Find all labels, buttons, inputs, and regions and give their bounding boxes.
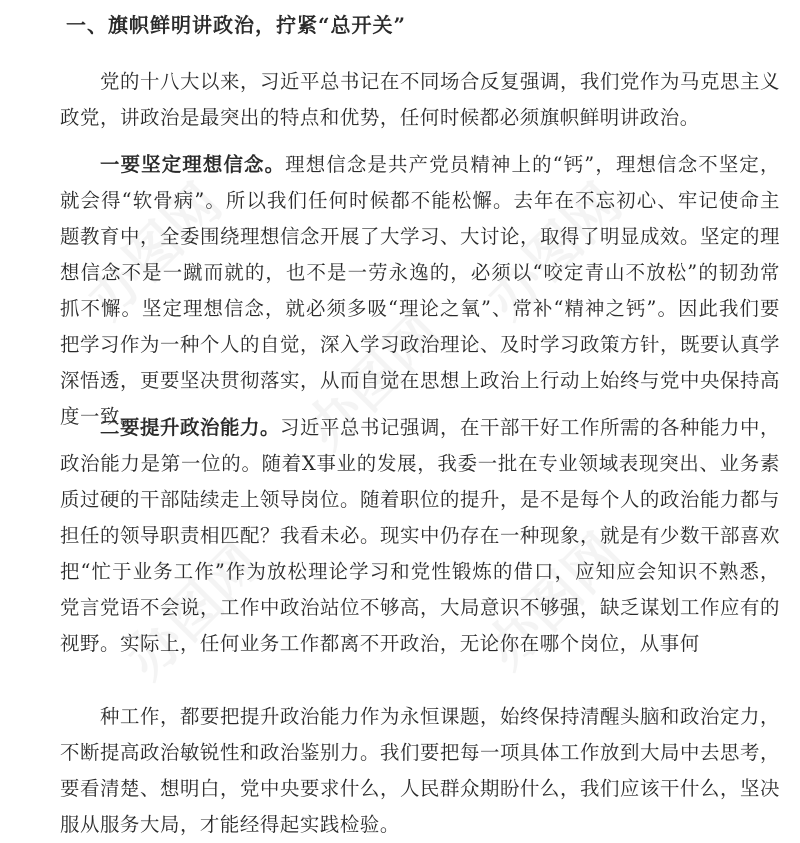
paragraph-ideals <box>60 147 780 435</box>
paragraph-ideals-body: 理想信念是共产党员精神上的“钙”，理想信念不坚定，就会得“软骨病”。所以我们任何时候都不能松懈。去年在不忘初心、牢记使命主题教育中，全委围绕理想信念开展了大学习、大讨论，取得了明显成效。坚定的理想信念不是一蹴而就的，也不是一劳永逸的，必须以“咬定青山不放松”的韧劲常抓不懈。坚定理想信念，就必须多吸“理论之氧”、常补“精神之钙”。因此我们要把学习作为一种个人的自觉，深入学习政治理论、及时学习政策方针，既要认真学深悟透，更要坚决贯彻落实，从而自觉在思想上政治上行动上始终与党中央保持高度一致。 <box>60 153 780 428</box>
paragraph-intro: 党的十八大以来，习近平总书记在不同场合反复强调，我们党作为马克思主义政党，讲政治是最突出的特点和优势，任何时候都必须旗帜鲜明讲政治。 <box>60 70 780 129</box>
paragraph-continuation: 种工作，都要把提升政治能力作为永恒课题，始终保持清醒头脑和政治定力，不断提高政治敏锐性和政治鉴别力。我们要把每一项具体工作放到大局中去思考，要看清楚、想明白，党中央要求什么，人民群众期盼什么，我们应该干什么，坚决服从服务大局，才能经得起实践检验。 <box>60 705 780 836</box>
paragraph-ideals-lead: 一要坚定理想信念。 <box>100 153 286 176</box>
paragraph-political-ability-lead: 二要提升政治能力。 <box>100 416 281 439</box>
paragraph-political-ability-body: 习近平总书记强调，在干部干好工作所需的各种能力中，政治能力是第一位的。随着X事业的发展，我委一批在专业领域表现突出、业务素质过硬的干部陆续走上领导岗位。随着职位的提升，是不是每个人的政治能力都与担任的领导职责相匹配？我看未必。现实中仍存在一种现象，就是有少数干部喜欢把“忙于业务工作”作为放松理论学习和党性锻炼的借口，应知应会知识不熟悉，党言党语不会说，工作中政治站位不够高，大局意识不够强，缺乏谋划工作应有的视野。实际上，任何业务工作都离不开政治，无论你在哪个岗位，从事何 <box>60 416 781 655</box>
section-heading: 一、旗帜鲜明讲政治，拧紧“总开关” <box>66 13 407 37</box>
paragraph-political-ability <box>60 410 780 662</box>
